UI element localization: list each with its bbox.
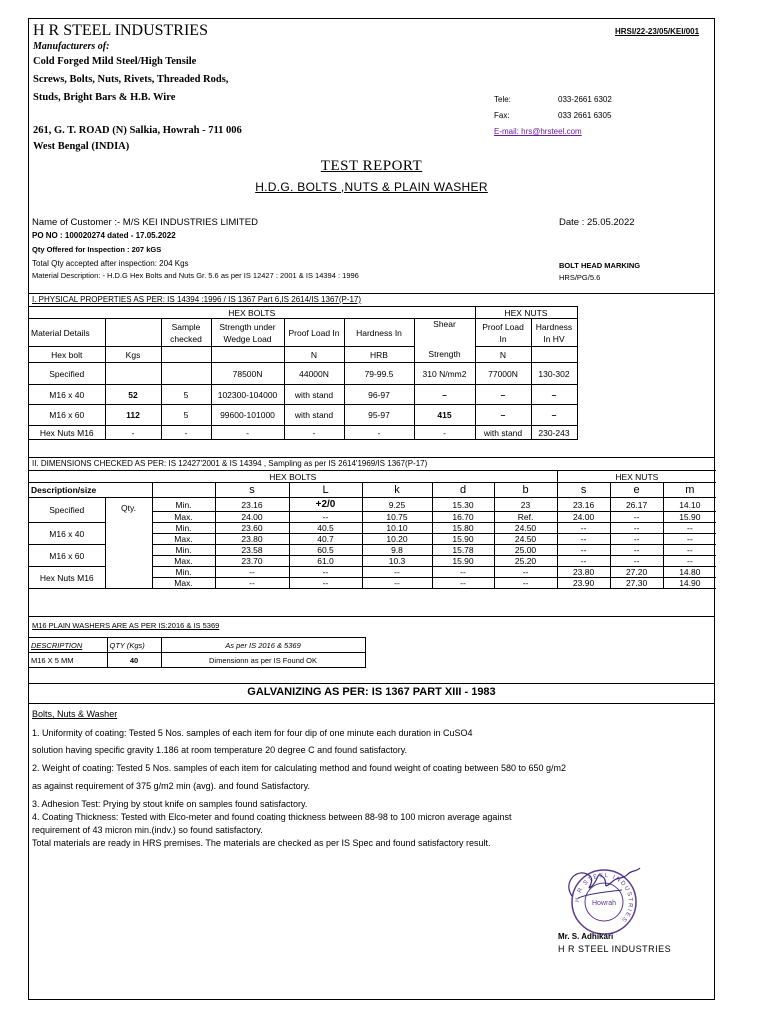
- section-divider: [29, 457, 714, 458]
- cell: 23.58: [215, 545, 289, 556]
- cell: 16.70: [432, 512, 494, 523]
- cell: --: [362, 578, 432, 589]
- table-row: [29, 405, 577, 426]
- section-divider: [29, 616, 714, 617]
- cell: --: [494, 578, 557, 589]
- tele-label: Tele:: [494, 95, 511, 104]
- cell: --: [557, 534, 610, 545]
- cell: 130-302: [531, 363, 577, 385]
- report-date: Date : 25.05.2022: [559, 217, 635, 228]
- cell: 112: [105, 405, 161, 426]
- kgs-subheader: Kgs: [105, 347, 161, 363]
- cell: 24.50: [494, 523, 557, 534]
- cell: 15.80: [432, 523, 494, 534]
- cell: --: [663, 523, 716, 534]
- physical-properties-table: [29, 306, 578, 440]
- cell: --: [663, 545, 716, 556]
- cell: 23.16: [557, 498, 610, 512]
- signatory-company: H R STEEL INDUSTRIES: [558, 944, 672, 954]
- cell: 5: [161, 385, 211, 405]
- cell: 24.50: [494, 534, 557, 545]
- qty-accepted: Total Qty accepted after inspection: 204 Kgs: [32, 259, 189, 268]
- qty-header-blank: [105, 319, 161, 347]
- hex-bolts-header: HEX BOLTS: [29, 471, 557, 483]
- cell: 230-243: [531, 426, 577, 440]
- galvanizing-line: as against requirement of 375 g/m2 min (avg). and found Satisfactory.: [32, 781, 310, 791]
- washer-qty-header: QTY (Kgs): [107, 638, 161, 653]
- section-divider: [29, 683, 714, 684]
- galvanizing-title: GALVANIZING AS PER: IS 1367 PART XIII - 1983: [247, 686, 496, 698]
- table-row: [29, 363, 577, 385]
- row-label: Specified: [29, 363, 105, 385]
- nut-hardness-header: Hardness In HV: [531, 319, 577, 347]
- galvanizing-line: 4. Coating Thickness: Tested with Elco-meter and found coating thickness between 88-98 to 100 micron average against: [32, 812, 512, 822]
- cell: 95-97: [344, 405, 414, 426]
- cell: --: [215, 578, 289, 589]
- cell: 9.8: [362, 545, 432, 556]
- washer-desc: M16 X 5 MM: [29, 653, 107, 668]
- cell: Min.: [152, 567, 215, 578]
- cell: –: [531, 385, 577, 405]
- cell: --: [289, 567, 362, 578]
- galvanizing-line: Total materials are ready in HRS premises. The materials are checked as per IS Spec and found satisfactory result.: [32, 838, 491, 848]
- signatory-name: Mr. S. Adhikari: [558, 932, 614, 941]
- group-label: M16 x 60: [29, 545, 105, 567]
- report-title: TEST REPORT: [320, 158, 423, 174]
- cell: 415: [414, 405, 475, 426]
- table-row: [29, 385, 577, 405]
- fax-value: 033 2661 6305: [558, 111, 612, 120]
- cell: Max.: [152, 534, 215, 545]
- cell: 15.90: [432, 534, 494, 545]
- cell: 99600-101000: [211, 405, 284, 426]
- address-line-1: 261, G. T. ROAD (N) Salkia, Howrah - 711 006: [33, 125, 242, 136]
- hex-nuts-header: HEX NUTS: [475, 307, 577, 319]
- cell: 102300-104000: [211, 385, 284, 405]
- hex-nuts-header: HEX NUTS: [557, 471, 716, 483]
- cell: 24.00: [557, 512, 610, 523]
- sample-checked-header: Sample checked: [161, 319, 211, 347]
- group-label: Specified: [29, 498, 105, 523]
- section-divider: [29, 293, 714, 294]
- blank-subheader: [531, 347, 577, 363]
- cell: --: [432, 578, 494, 589]
- cell: 14.90: [663, 578, 716, 589]
- cell: 15.90: [663, 512, 716, 523]
- cell: --: [610, 556, 663, 567]
- cell: --: [557, 523, 610, 534]
- col-header: s: [215, 483, 289, 498]
- fax-label: Fax:: [494, 111, 510, 120]
- cell: --: [557, 556, 610, 567]
- dimensions-title: II. DIMENSIONS CHECKED AS PER: IS 12427'2001 & IS 14394 , Sampling as per IS 2614'1969/IS 1367(P-17): [32, 459, 428, 468]
- signature-icon: [544, 852, 664, 942]
- cell: -: [284, 426, 344, 440]
- cell: –: [475, 385, 531, 405]
- cell: –: [414, 385, 475, 405]
- reference-number: HRSI/22-23/05/KEI/001: [615, 27, 700, 36]
- blank-subheader: [161, 347, 211, 363]
- cell: 23.70: [215, 556, 289, 567]
- svg-text:Howrah: Howrah: [591, 900, 617, 907]
- cell: 61.0: [289, 556, 362, 567]
- cell: 25.20: [494, 556, 557, 567]
- group-label: Hex Nuts M16: [29, 567, 105, 589]
- report-frame: [28, 18, 715, 1000]
- blank-subheader: [211, 347, 284, 363]
- cell: 23.80: [557, 567, 610, 578]
- cell: 23: [494, 498, 557, 512]
- cell: Min.: [152, 498, 215, 512]
- cell: 24.00: [215, 512, 289, 523]
- cell: --: [610, 523, 663, 534]
- washer-desc-header: DESCRIPTION: [29, 638, 107, 653]
- n-subheader: N: [475, 347, 531, 363]
- table-row: [29, 498, 716, 512]
- cell: 25.00: [494, 545, 557, 556]
- cell: –: [475, 405, 531, 426]
- cell: 23.16: [215, 498, 289, 512]
- shear-header: Shear: [414, 319, 475, 347]
- company-name: H R STEEL INDUSTRIES: [33, 22, 208, 39]
- product-line-2: Screws, Bolts, Nuts, Rivets, Threaded Rods,: [33, 74, 229, 85]
- customer-name: Name of Customer :- M/S KEI INDUSTRIES LIMITED: [32, 217, 258, 228]
- cell: 44000N: [284, 363, 344, 385]
- row-label: M16 x 40: [29, 385, 105, 405]
- cell: -: [414, 426, 475, 440]
- cell: 15.30: [432, 498, 494, 512]
- cell: with stand: [475, 426, 531, 440]
- col-header: m: [663, 483, 716, 498]
- cell: 79-99.5: [344, 363, 414, 385]
- cell: --: [289, 578, 362, 589]
- cell: --: [494, 567, 557, 578]
- washers-title: M16 PLAIN WASHERS ARE AS PER IS:2016 & IS 5369: [32, 621, 220, 630]
- galvanizing-subtitle: Bolts, Nuts & Washer: [32, 709, 118, 719]
- signature-stamp: [544, 852, 664, 942]
- cell: 14.10: [663, 498, 716, 512]
- cell: Max.: [152, 578, 215, 589]
- po-number: PO NO : 100020274 dated - 17.05.2022: [32, 231, 176, 240]
- cell: 10.3: [362, 556, 432, 567]
- col-header: s: [557, 483, 610, 498]
- washer-qty: 40: [107, 653, 161, 668]
- galvanizing-line: 1. Uniformity of coating: Tested 5 Nos. samples of each item for four dip of one minute each duration in CuSO4: [32, 728, 473, 738]
- cell: --: [215, 567, 289, 578]
- cell: Max.: [152, 556, 215, 567]
- cell: 27.20: [610, 567, 663, 578]
- cell: --: [610, 512, 663, 523]
- cell: 15.90: [432, 556, 494, 567]
- cell: –: [531, 405, 577, 426]
- hardness-header: Hardness In: [344, 319, 414, 347]
- cell: Max.: [152, 512, 215, 523]
- cell: 26.17: [610, 498, 663, 512]
- row-label: M16 x 60: [29, 405, 105, 426]
- cell: -: [344, 426, 414, 440]
- tele-value: 033-2661 6302: [558, 95, 612, 104]
- cell: 60.5: [289, 545, 362, 556]
- n-subheader: N: [284, 347, 344, 363]
- cell: with stand: [284, 405, 344, 426]
- table-row: [29, 426, 577, 440]
- cell: 96-97: [344, 385, 414, 405]
- cell: 27.30: [610, 578, 663, 589]
- hex-bolt-subheader: Hex bolt: [29, 347, 105, 363]
- dimensions-table: [29, 470, 716, 589]
- section-divider: [29, 703, 714, 704]
- bolt-head-marking-value: HRS/PG/5.6: [559, 273, 601, 282]
- physical-properties-title: I. PHYSICAL PROPERTIES AS PER: IS 14394 :1996 / IS 1367 Part 6,IS 2614/IS 1367(P-17): [32, 295, 362, 304]
- cell: 40.5: [289, 523, 362, 534]
- qty-label: Qty.: [105, 498, 152, 589]
- group-label: M16 x 40: [29, 523, 105, 545]
- cell: Min.: [152, 523, 215, 534]
- washer-standard-header: As per IS 2016 & 5369: [161, 638, 365, 653]
- cell: Min.: [152, 545, 215, 556]
- cell: 9.25: [362, 498, 432, 512]
- cell: -: [161, 426, 211, 440]
- email-link[interactable]: E-mail: hrs@hrsteel.com: [494, 127, 582, 136]
- cell: --: [610, 534, 663, 545]
- address-line-2: West Bengal (INDIA): [33, 141, 130, 152]
- cell: 14.80: [663, 567, 716, 578]
- cell: [161, 363, 211, 385]
- cell: 23.80: [215, 534, 289, 545]
- cell: Ref.: [494, 512, 557, 523]
- col-header: d: [432, 483, 494, 498]
- washer-standard: Dimensionn as per IS Found OK: [161, 653, 365, 668]
- cell: -: [211, 426, 284, 440]
- cell: 52: [105, 385, 161, 405]
- cell: 77000N: [475, 363, 531, 385]
- cell: with stand: [284, 385, 344, 405]
- cell: --: [362, 567, 432, 578]
- cell: 10.10: [362, 523, 432, 534]
- cell: 78500N: [211, 363, 284, 385]
- cell: 10.20: [362, 534, 432, 545]
- cell: 40.7: [289, 534, 362, 545]
- col-header: k: [362, 483, 432, 498]
- washers-table: [29, 637, 366, 668]
- wedge-load-header: Strength under Wedge Load: [211, 319, 284, 347]
- nut-proof-load-header: Proof Load In: [475, 319, 531, 347]
- cell: 5: [161, 405, 211, 426]
- galvanizing-line: 2. Weight of coating: Tested 5 Nos. samples of each item for calculating method and found weight of coating between 580 to 650 g/m2: [32, 763, 566, 773]
- hex-bolts-header: HEX BOLTS: [29, 307, 475, 319]
- galvanizing-line: 3. Adhesion Test: Prying by stout knife on samples found satisfactory.: [32, 799, 308, 809]
- hrb-subheader: HRB: [344, 347, 414, 363]
- cell: 15.78: [432, 545, 494, 556]
- galvanizing-line: requirement of 43 micron min.(indv.) so found satisfactory.: [32, 825, 263, 835]
- cell: 310 N/mm2: [414, 363, 475, 385]
- svg-text:H R STEEL INDUSTRIES: H R STEEL INDUSTRIES: [574, 872, 634, 924]
- description-size-header: Description/size: [29, 483, 152, 498]
- cell: 23.90: [557, 578, 610, 589]
- proof-load-header: Proof Load In: [284, 319, 344, 347]
- report-subtitle: H.D.G. BOLTS ,NUTS & PLAIN WASHER: [255, 180, 488, 194]
- material-description: Material Description: - H.D.G Hex Bolts and Nuts Gr. 5.6 as per IS 12427 : 2001 & IS 14394 : 1996: [32, 271, 359, 280]
- cell: [105, 363, 161, 385]
- cell: --: [432, 567, 494, 578]
- table-row: [29, 653, 365, 668]
- material-details-header: Material Details: [29, 319, 105, 347]
- product-line-1: Cold Forged Mild Steel/High Tensile: [33, 56, 197, 67]
- cell: --: [663, 556, 716, 567]
- cell: --: [557, 545, 610, 556]
- strength-subheader: Strength: [414, 347, 475, 363]
- cell: 23.60: [215, 523, 289, 534]
- bolt-head-marking-label: BOLT HEAD MARKING: [559, 261, 641, 270]
- row-label: Hex Nuts M16: [29, 426, 105, 440]
- col-header: b: [494, 483, 557, 498]
- cell: --: [610, 545, 663, 556]
- galvanizing-line: solution having specific gravity 1.186 at room temperature 20 degree C and found satisfactory.: [32, 745, 408, 755]
- product-line-3: Studs, Bright Bars & H.B. Wire: [33, 92, 176, 103]
- blank-header: [152, 483, 215, 498]
- qty-offered: Qty Offered for Inspection : 207 kGS: [32, 245, 162, 254]
- cell: --: [663, 534, 716, 545]
- cell: -: [105, 426, 161, 440]
- cell: +2/0: [289, 498, 362, 512]
- col-header: e: [610, 483, 663, 498]
- cell: 10.75: [362, 512, 432, 523]
- cell: --: [289, 512, 362, 523]
- manufacturers-label: Manufacturers of:: [33, 41, 110, 52]
- col-header: L: [289, 483, 362, 498]
